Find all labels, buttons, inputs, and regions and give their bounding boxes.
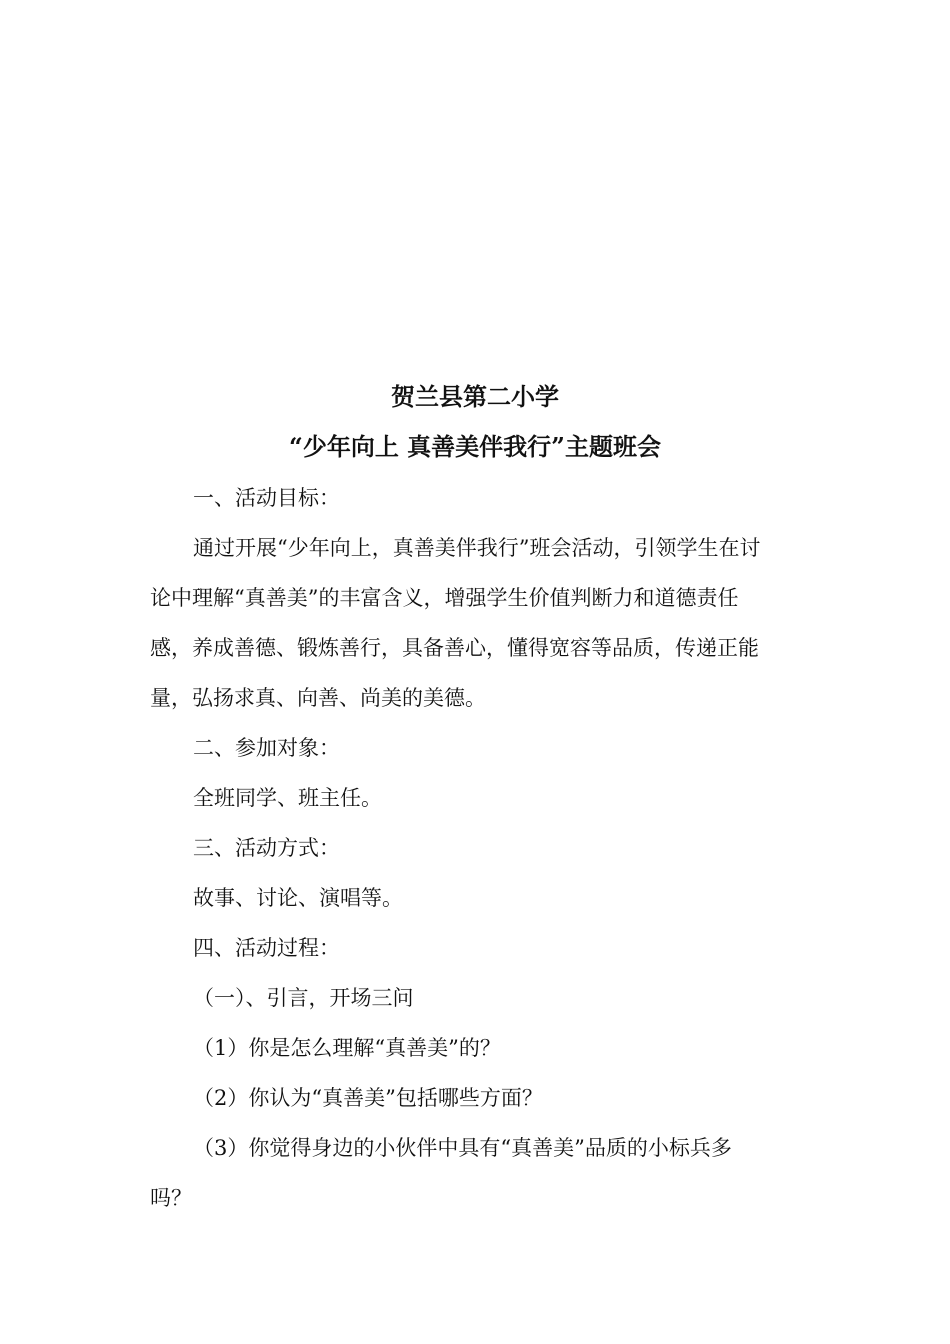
- school-title: 贺兰县第二小学: [391, 382, 559, 411]
- process-subheading: （一）、引言，开场三问: [193, 986, 414, 1010]
- goal-line-1: 通过开展“少年向上，真善美伴我行”班会活动，引领学生在讨: [193, 536, 761, 560]
- participants-text: 全班同学、班主任。: [193, 786, 382, 810]
- question-3-line-1: （3）你觉得身边的小伙伴中具有“真善美”品质的小标兵多: [193, 1136, 732, 1160]
- participants-heading: 二、参加对象：: [193, 736, 340, 760]
- method-text: 故事、讨论、演唱等。: [193, 886, 403, 910]
- method-heading: 三、活动方式：: [193, 836, 340, 860]
- question-3-line-2: 吗？: [150, 1186, 192, 1210]
- question-1: （1）你是怎么理解“真善美”的？: [193, 1036, 501, 1060]
- goal-line-2: 论中理解“真善美”的丰富含义，增强学生价值判断力和道德责任: [150, 586, 739, 610]
- question-2: （2）你认为“真善美”包括哪些方面？: [193, 1086, 543, 1110]
- goal-heading: 一、活动目标：: [193, 486, 340, 510]
- goal-line-4: 量，弘扬求真、向善、尚美的美德。: [150, 686, 486, 710]
- meeting-title: “少年向上 真善美伴我行”主题班会: [289, 432, 661, 461]
- process-heading: 四、活动过程：: [193, 936, 340, 960]
- goal-line-3: 感，养成善德、锻炼善行，具备善心，懂得宽容等品质，传递正能: [150, 636, 759, 660]
